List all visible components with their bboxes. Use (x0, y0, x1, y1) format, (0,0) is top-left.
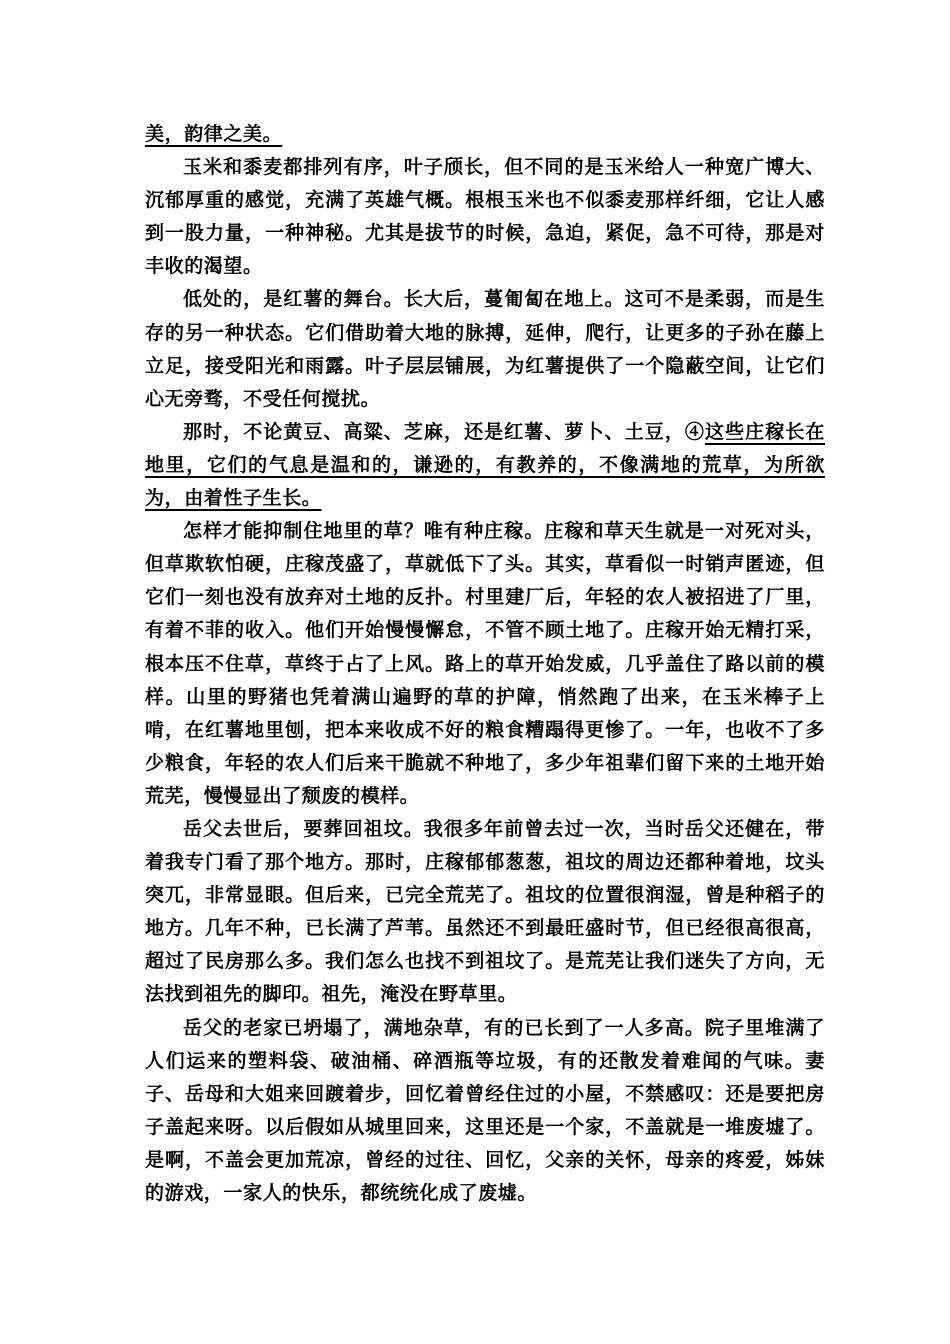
paragraph-text: 玉米和黍麦都排列有序，叶子颀长，但不同的是玉米给人一种宽广博大、沉郁厚重的感觉，充满了英雄气概。根根玉米也不似黍麦那样纤细，它让人感到一股力量，一种神秘。尤其是拔节的时候，急迫，紧促，急不可待，那是对丰收的渴望。 (145, 156, 825, 278)
paragraph-7 (145, 1012, 825, 1211)
paragraph-text: 岳父的老家已坍塌了，满地杂草，有的已长到了一人多高。院子里堆满了人们运来的塑料袋、破油桶、碎酒瓶等垃圾，有的还散发着难闻的气味。妻子、岳母和大姐来回踱着步，回忆着曾经住过的小屋，不禁感叹：还是要把房子盖起来呀。以后假如从城里回来，这里还是一个家，不盖就是一堆废墟了。是啊，不盖会更加荒凉，曾经的过往、回忆，父亲的关怀，母亲的疼爱，姊妹的游戏，一家人的快乐，都统统化成了废墟。 (145, 1016, 825, 1204)
paragraph-3 (145, 283, 825, 415)
paragraph-text: 岳父去世后，要葬回祖坟。我很多年前曾去过一次，当时岳父还健在，带着我专门看了那个地方。那时，庄稼郁郁葱葱，祖坟的周边还都种着地，坟头突兀，非常显眼。但后来，已完全荒芜了。祖坟的位置很润湿，曾是种稻子的地方。几年不种，已长满了芦苇。虽然还不到最旺盛时节，但已经很高很高，超过了民房那么多。我们怎么也找不到祖坟了。是荒芜让我们迷失了方向，无法找到祖先的脚印。祖先，淹没在野草里。 (145, 817, 825, 1006)
underlined-sentence-4: 这些庄稼长在地里，它们的气息是温和的，谦逊的，有教养的，不像满地的荒草，为所欲为，由着性子生长。 (145, 420, 825, 510)
underlined-text: 美，韵律之美。 (145, 123, 283, 145)
paragraph-text: 怎样才能抑制住地里的草？唯有种庄稼。庄稼和草天生就是一对死对头，但草欺软怕硬，庄稼茂盛了，草就低下了头。其实，草看似一时销声匿迹，但它们一刻也没有放弃对土地的反扑。村里建厂后，年轻的农人被招进了厂里，有着不菲的收入。他们开始慢慢懈怠，不管不顾土地了。庄稼开始无精打采，根本压不住草，草终于占了上风。路上的草开始发威，几乎盖住了路以前的模样。山里的野猪也凭着满山遍野的草的护障，悄然跑了出来，在玉米棒子上啃，在红薯地里刨，把本来收成不好的粮食糟蹋得更惨了。一年，也收不了多少粮食，年轻的农人们后来干脆就不种地了，多少年祖辈们留下来的土地开始荒芜，慢慢显出了颓废的模样。 (145, 520, 825, 807)
paragraph-2 (145, 151, 825, 283)
paragraph-text: 低处的，是红薯的舞台。长大后，蔓匍匐在地上。这可不是柔弱，而是生存的另一种状态。它们借助着大地的脉搏，延伸，爬行，让更多的子孙在藤上立足，接受阳光和雨露。叶子层层铺展，为红薯提供了一个隐蔽空间，让它们心无旁骛，不受任何搅扰。 (145, 288, 825, 410)
paragraph-6 (145, 813, 825, 1012)
paragraph-1 (145, 118, 825, 151)
paragraph-4 (145, 416, 825, 515)
document-page (145, 118, 825, 1210)
paragraph-text: 那时，不论黄豆、高粱、芝麻，还是红薯、萝卜、土豆，④ (183, 420, 705, 443)
paragraph-5 (145, 515, 825, 813)
